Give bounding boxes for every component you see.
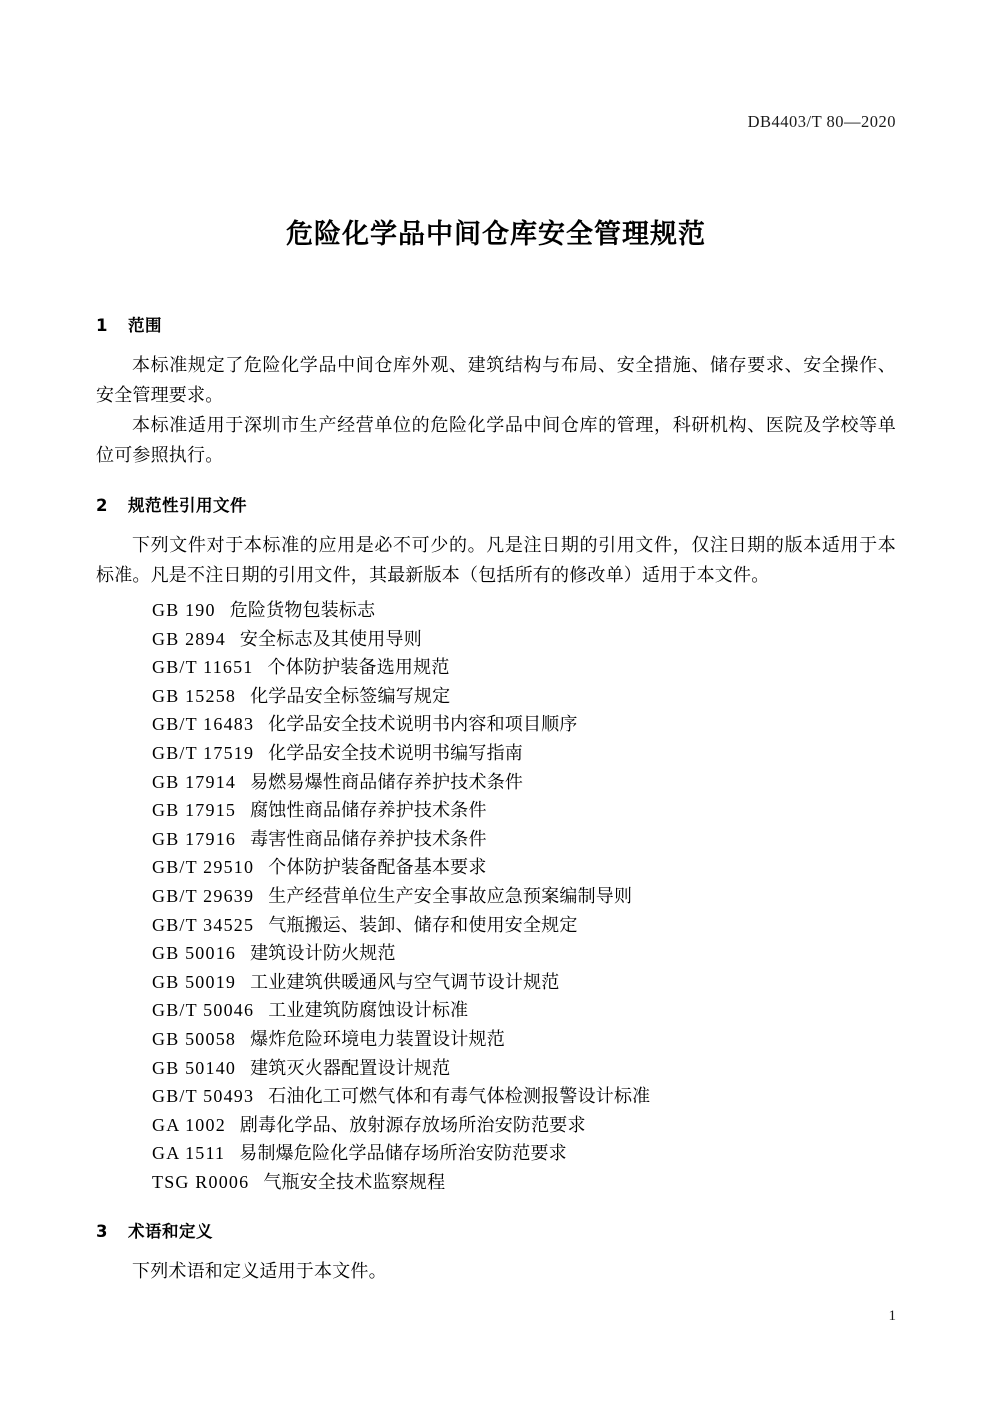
list-item	[96, 996, 896, 1025]
reference-title: 腐蚀性商品储存养护技术条件	[250, 800, 487, 821]
reference-code: GB 50016	[152, 943, 237, 964]
section-heading-2	[96, 492, 896, 516]
reference-code: GB/T 50493	[152, 1086, 255, 1107]
reference-code: GB 17915	[152, 800, 237, 821]
reference-title: 化学品安全标签编写规定	[250, 685, 451, 706]
section-number-2: 2	[96, 496, 108, 515]
reference-title: 工业建筑防腐蚀设计标准	[268, 1000, 469, 1021]
section-heading-3	[96, 1218, 896, 1242]
reference-code: GB 50140	[152, 1057, 237, 1078]
reference-title: 石油化工可燃气体和有毒气体检测报警设计标准	[268, 1086, 651, 1107]
document-body	[96, 290, 896, 1286]
list-item	[96, 710, 896, 739]
reference-code: GB/T 29639	[152, 885, 255, 906]
reference-code: GB/T 29510	[152, 857, 255, 878]
page-header-standard-code: DB4403/T 80—2020	[747, 112, 896, 131]
section-number-3: 3	[96, 1222, 108, 1242]
reference-title: 气瓶搬运、装卸、储存和使用安全规定	[268, 914, 578, 935]
list-item	[96, 596, 896, 625]
section-heading-1	[96, 312, 896, 336]
list-item	[96, 653, 896, 682]
list-item	[96, 682, 896, 711]
list-item	[96, 911, 896, 940]
list-item	[96, 768, 896, 797]
reference-code: GB 190	[152, 600, 216, 620]
section-1-paragraph-2: 本标准适用于深圳市生产经营单位的危险化学品中间仓库的管理，科研机构、医院及学校等单位可参照执行。	[96, 415, 896, 465]
reference-code: GB 50058	[152, 1028, 237, 1049]
section-number-1: 1	[96, 316, 108, 335]
reference-code: TSG R0006	[152, 1171, 250, 1192]
reference-title: 建筑灭火器配置设计规范	[250, 1057, 451, 1078]
reference-code: GB 2894	[152, 628, 226, 649]
reference-title: 易燃易爆性商品储存养护技术条件	[250, 771, 524, 792]
document-title: 危险化学品中间仓库安全管理规范	[286, 219, 706, 250]
section-title-1: 范围	[128, 316, 162, 335]
reference-code: GB/T 50046	[152, 1000, 255, 1021]
list-item	[96, 1111, 896, 1140]
reference-code: GB/T 16483	[152, 714, 255, 735]
reference-title: 危险货物包装标志	[229, 600, 376, 620]
reference-title: 生产经营单位生产安全事故应急预案编制导则	[268, 885, 633, 906]
list-item	[96, 1168, 896, 1197]
list-item	[96, 939, 896, 968]
reference-code: GB 17914	[152, 771, 237, 792]
reference-code: GB 17916	[152, 828, 237, 849]
reference-title: 建筑设计防火规范	[250, 943, 396, 964]
list-item	[96, 1139, 896, 1168]
reference-title: 个体防护装备配备基本要求	[268, 857, 487, 878]
section-1-paragraph-1: 本标准规定了危险化学品中间仓库外观、建筑结构与布局、安全措施、储存要求、安全操作、安全管理要求。	[96, 355, 896, 405]
list-item	[96, 1054, 896, 1083]
page-number: 1	[888, 1308, 896, 1324]
reference-code: GA 1002	[152, 1114, 226, 1135]
reference-title: 安全标志及其使用导则	[239, 628, 422, 649]
reference-code: GB/T 17519	[152, 742, 255, 763]
reference-title: 气瓶安全技术监察规程	[263, 1171, 446, 1192]
list-item	[96, 1025, 896, 1054]
list-item	[96, 882, 896, 911]
reference-title: 化学品安全技术说明书内容和项目顺序	[268, 714, 578, 735]
list-item	[96, 853, 896, 882]
section-3-paragraph-1: 下列术语和定义适用于本文件。	[132, 1261, 387, 1282]
reference-code: GB/T 11651	[152, 657, 254, 678]
normative-references-list	[96, 596, 896, 1196]
list-item	[96, 796, 896, 825]
reference-title: 易制爆危险化学品储存场所治安防范要求	[239, 1143, 567, 1164]
reference-title: 剧毒化学品、放射源存放场所治安防范要求	[239, 1114, 586, 1135]
reference-code: GB 50019	[152, 971, 237, 992]
list-item	[96, 739, 896, 768]
list-item	[96, 625, 896, 654]
list-item	[96, 825, 896, 854]
reference-title: 工业建筑供暖通风与空气调节设计规范	[250, 971, 560, 992]
reference-title: 个体防护装备选用规范	[267, 657, 450, 678]
list-item	[96, 1082, 896, 1111]
list-item	[96, 968, 896, 997]
reference-code: GA 1511	[152, 1143, 226, 1164]
reference-title: 化学品安全技术说明书编写指南	[268, 742, 523, 763]
section-title-2: 规范性引用文件	[128, 496, 247, 515]
section-2-paragraph-1: 下列文件对于本标准的应用是必不可少的。凡是注日期的引用文件，仅注日期的版本适用于本标准。凡是不注日期的引用文件，其最新版本（包括所有的修改单）适用于本文件。	[96, 535, 896, 585]
reference-code: GB 15258	[152, 685, 237, 706]
reference-code: GB/T 34525	[152, 914, 255, 935]
section-title-3: 术语和定义	[128, 1222, 213, 1242]
reference-title: 爆炸危险环境电力装置设计规范	[250, 1028, 505, 1049]
reference-title: 毒害性商品储存养护技术条件	[250, 828, 487, 849]
